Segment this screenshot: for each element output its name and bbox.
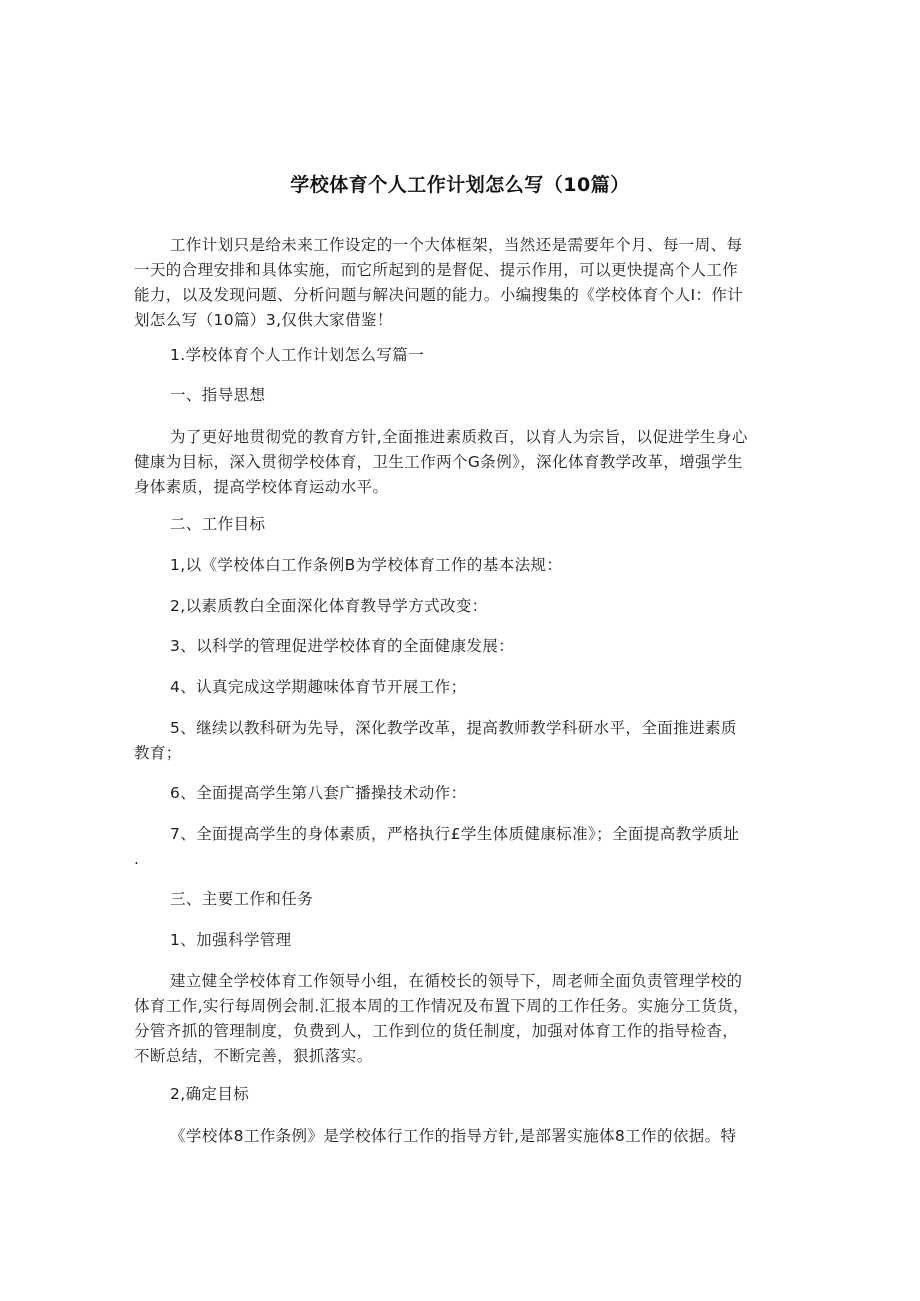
goal-item — [134, 822, 786, 872]
heading-work-goals — [134, 512, 786, 537]
goal-item — [134, 634, 786, 659]
text-line: 能力，以及发现问题、分析问题与解决问题的能力。小编搜集的《学校体育个人I：作计 — [134, 286, 744, 304]
text-line: 体育工作,实行每周例会制.汇报本周的工作情况及布置下周的工作任务。实施分工货货， — [134, 997, 749, 1015]
paragraph-goals — [134, 1124, 786, 1149]
text-line: 健康为目标，深入贯彻学校体育，卫生工作两个G条例》，深化体育教学改革，增强学生 — [134, 453, 743, 471]
text-line: 5、继续以教科研为先导，深化教学改革，提高教师教学科研水平，全面推进素质 — [170, 719, 737, 737]
text-line: 2,以素质教白全面深化体育教导学方式改变： — [170, 597, 488, 615]
heading-guiding-thought — [134, 383, 786, 408]
goal-item — [134, 675, 786, 700]
subheading-task — [134, 1082, 786, 1107]
paragraph-guiding-thought — [134, 425, 786, 500]
text-line: 教育； — [134, 744, 182, 762]
text-line: 1.学校体育个人工作计划怎么写篇一 — [170, 346, 425, 364]
text-line: 1,以《学校体白工作条例B为学校体育工作的基本法规： — [170, 556, 563, 574]
text-line: 二、工作目标 — [170, 515, 266, 533]
text-line: 划怎么写（10篇）3,仅供大家借鉴！ — [134, 311, 393, 329]
text-line: 6、全面提高学生第八套广播操技术动作： — [170, 784, 467, 802]
text-line: 为了更好地贯彻党的教育方针,全面推进素质救百，以育人为宗旨，以促进学生身心 — [170, 428, 748, 446]
text-line: 不断总结，不断完善，狠抓落实。 — [134, 1047, 373, 1065]
text-line: 工作计划只是给未来工作设定的一个大体框架，当然还是需要年个月、每一周、每 — [170, 236, 743, 254]
goal-item — [134, 781, 786, 806]
text-line: 3、以科学的管理促进学校体育的全面健康发展： — [170, 637, 515, 655]
goal-item — [134, 553, 786, 578]
section-heading — [134, 343, 786, 368]
document-title: 学校体育个人工作计划怎么写（10篇） — [290, 174, 630, 196]
goal-item — [134, 594, 786, 619]
intro-paragraph — [134, 233, 786, 333]
text-line: 分管齐抓的管理制度，负费到人，工作到位的货任制度，加强对体育工作的指导检杳， — [134, 1022, 739, 1040]
text-line: 三、主要工作和任务 — [170, 890, 314, 908]
paragraph-management — [134, 969, 786, 1069]
text-line: 1、加强科学管理 — [170, 931, 292, 949]
text-line: 一天的合理安排和具体实施，而它所起到的是督促、提示作用，可以更快提高个人工作 — [134, 261, 739, 279]
text-line: 7、全面提高学生的身体素质，严格执行£学生体质健康标准》；全面提高教学质址 — [170, 825, 740, 843]
text-line: 一、指导思想 — [170, 386, 266, 404]
subheading-task — [134, 928, 786, 953]
heading-main-tasks — [134, 887, 786, 912]
text-line: . — [134, 850, 140, 868]
text-line: 建立健全学校体育工作领导小组，在循校长的领导下，周老师全面负责管理学校的 — [170, 972, 743, 990]
text-line: 《学校体8工作条例》是学校体行工作的指导方针,是部署实施体8工作的依据。特 — [170, 1127, 737, 1145]
text-line: 身体素质，提高学校体育运动水平。 — [134, 478, 389, 496]
text-line: 2,确定目标 — [170, 1085, 250, 1103]
goal-item — [134, 716, 786, 766]
text-line: 4、认真完成这学期趣味体育节开展工作； — [170, 678, 467, 696]
